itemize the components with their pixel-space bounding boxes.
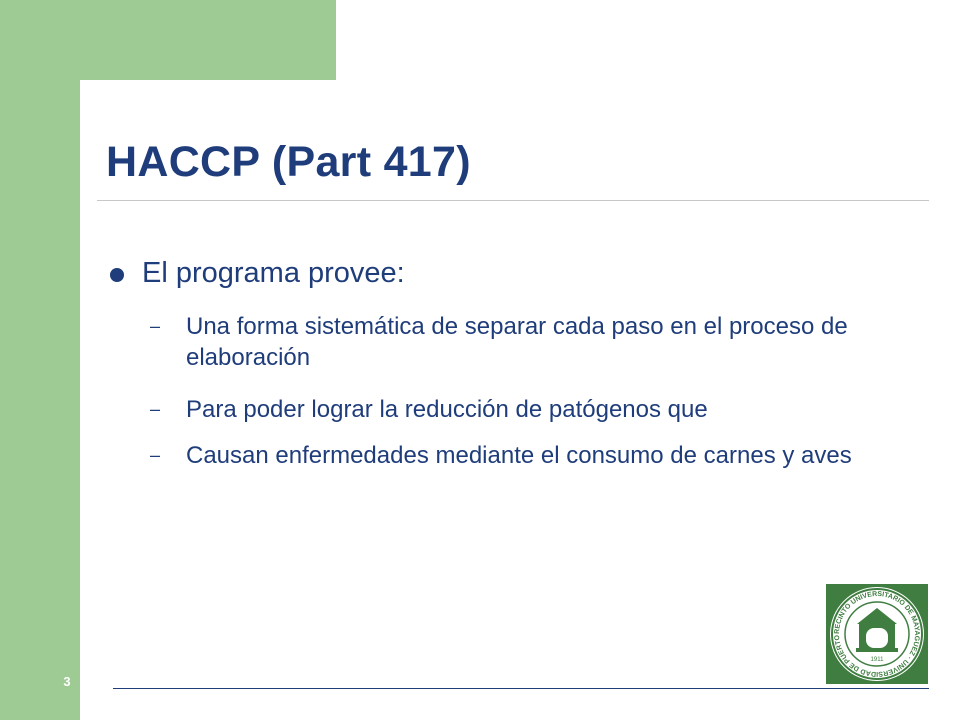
- sub-bullet-text: Una forma sistemática de separar cada paso en el proceso de elaboración: [186, 313, 848, 371]
- dash-marker: –: [150, 445, 161, 465]
- sub-bullet-1: [150, 311, 910, 373]
- dash-marker: –: [150, 316, 161, 336]
- title-divider: [97, 200, 929, 201]
- page-number: 3: [63, 674, 71, 689]
- bullet-text: El programa provee:: [142, 257, 405, 289]
- sub-bullet-text: Causan enfermedades mediante el consumo de carnes y aves: [186, 442, 852, 469]
- seal-year-text: 1911: [870, 657, 884, 663]
- green-side-band: [0, 0, 80, 720]
- bullet-dot-icon: [110, 268, 124, 282]
- seal-ring-text: RECINTO UNIVERSITARIO DE MAYAGUEZ · UNIVERSIDAD DE PUERTO: [833, 590, 921, 678]
- footer-divider: [113, 688, 929, 689]
- sub-bullet-3: [150, 440, 910, 471]
- slide-title: HACCP (Part 417): [106, 138, 471, 186]
- university-seal-icon: [826, 584, 928, 684]
- dash-marker: –: [150, 399, 161, 419]
- sub-bullet-text: Para poder lograr la reducción de patógenos que: [186, 396, 708, 423]
- sub-bullet-2: [150, 394, 910, 425]
- bullet-item: [110, 257, 405, 290]
- green-top-band: [0, 0, 336, 80]
